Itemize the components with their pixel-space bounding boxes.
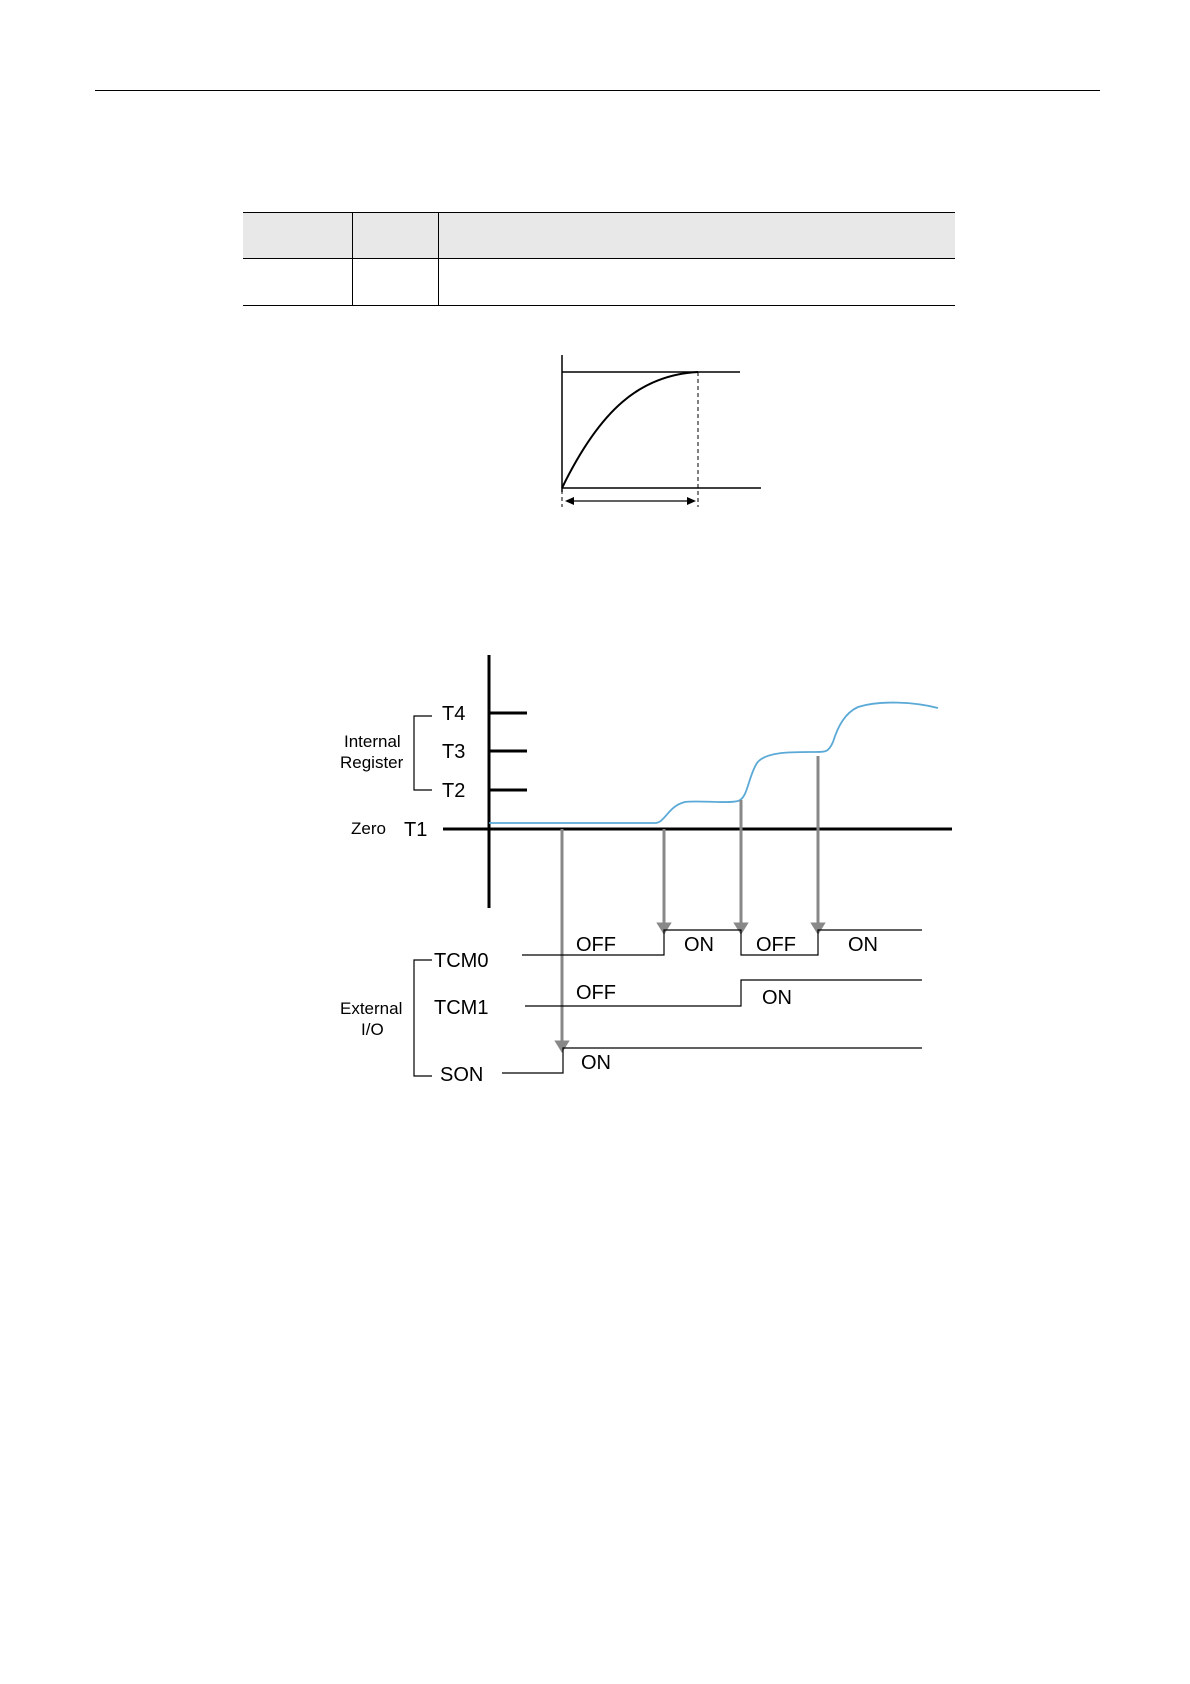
son-arrow-head <box>557 1042 567 1050</box>
external-io-label-1: External <box>340 999 403 1018</box>
son-label: SON <box>440 1064 484 1086</box>
tcm1-state-1: OFF <box>576 982 616 1004</box>
tcm0-state-3: OFF <box>756 934 796 956</box>
t1-label: T1 <box>404 819 428 841</box>
tcm1-state-2: ON <box>762 987 792 1009</box>
t2-label: T2 <box>442 780 466 802</box>
internal-register-label-1: Internal <box>344 732 401 751</box>
tcm0-state-4: ON <box>848 934 878 956</box>
external-io-bracket <box>414 960 432 1076</box>
tcm1-label: TCM1 <box>434 997 489 1019</box>
zero-label: Zero <box>351 819 386 838</box>
son-waveform <box>502 1048 922 1073</box>
t4-label: T4 <box>442 703 466 725</box>
external-io-label-2: I/O <box>361 1020 384 1039</box>
internal-register-bracket <box>414 716 432 790</box>
tcm0-state-1: OFF <box>576 934 616 956</box>
tcm0-label: TCM0 <box>434 950 489 972</box>
son-state-1: ON <box>581 1052 611 1074</box>
t3-label: T3 <box>442 741 466 763</box>
internal-register-label-2: Register <box>340 753 404 772</box>
tcm0-state-2: ON <box>684 934 714 956</box>
torque-curve <box>489 703 938 823</box>
